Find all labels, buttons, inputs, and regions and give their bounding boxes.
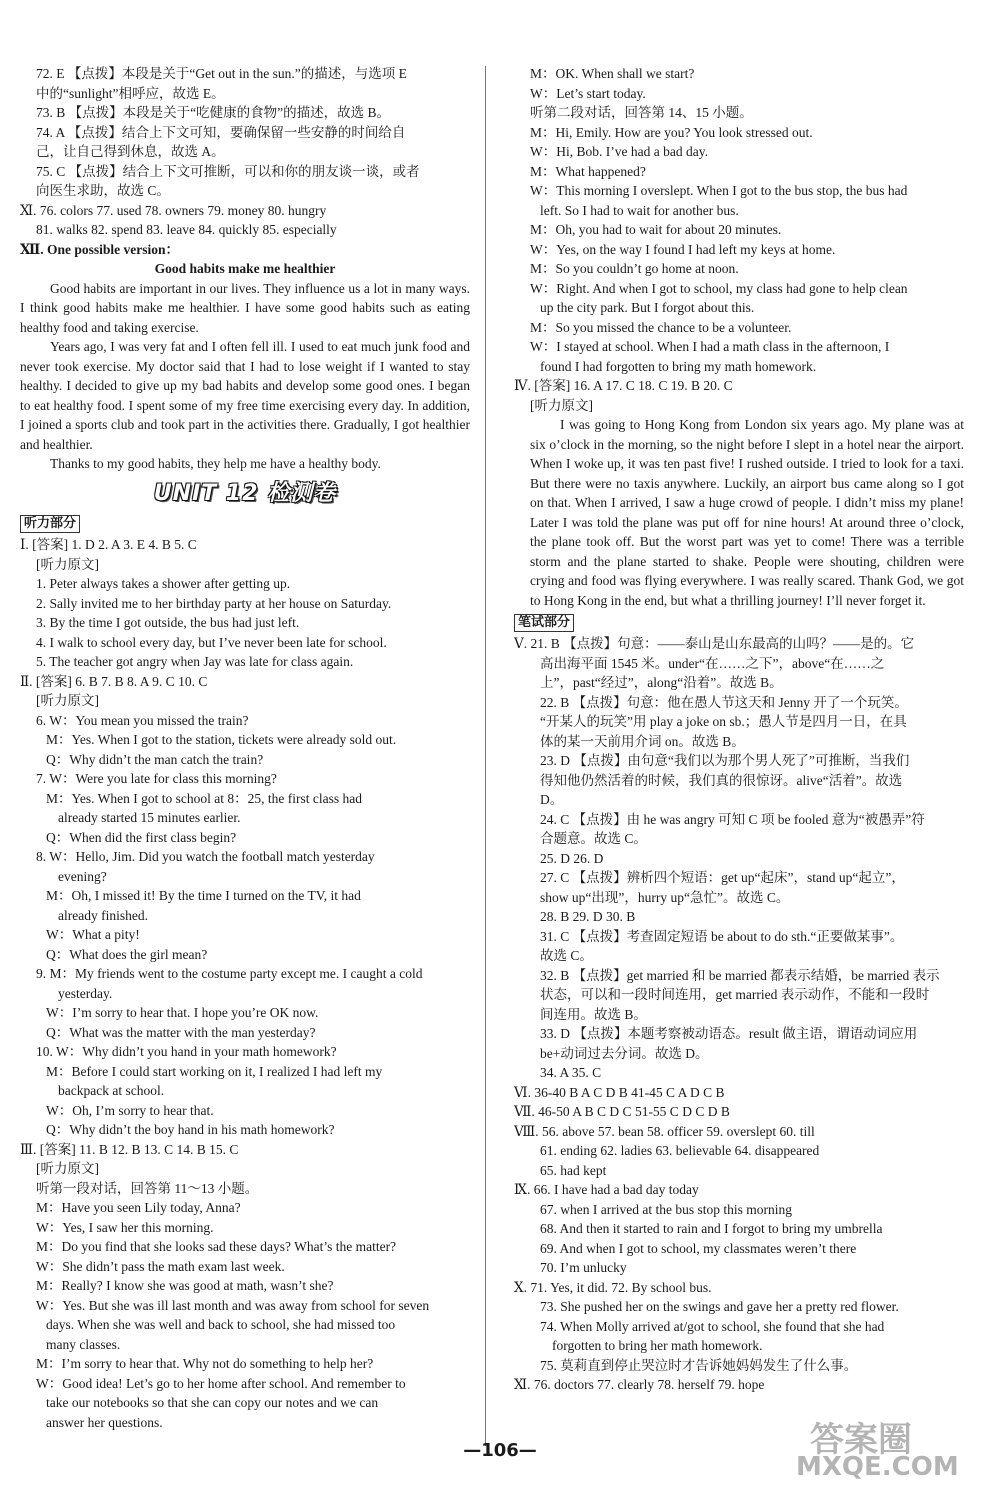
text-line: W：Yes. But she was ill last month and was away from school for seven <box>36 1297 430 1313</box>
text-line: 状态，可以和一段时间连用，get married 表示动作，不能和一段时 <box>540 987 930 1002</box>
text-line: 24. C 【点拨】由 he was angry 可知 C 项 be fooled 意为“被愚弄”符 <box>540 811 925 827</box>
text-line: yesterday. <box>58 985 113 1001</box>
text-line: M：What happened? <box>530 163 646 179</box>
text-line: [听力原文] <box>530 397 593 413</box>
text-line: Ⅺ. 76. doctors 77. clearly 78. herself 79. hope <box>514 1377 765 1392</box>
text-line: Ⅵ. 36-40 B A C D B 41-45 C A D C B <box>514 1084 725 1100</box>
text-line: many classes. <box>46 1336 121 1352</box>
text-line: W：Hi, Bob. I’ve had a bad day. <box>530 144 708 159</box>
text-line: 68. And then it started to rain and I forgot to bring my umbrella <box>540 1221 883 1236</box>
text-line: 2. Sally invited me to her birthday party at her house on Saturday. <box>36 595 392 611</box>
text-line: [听力原文] <box>36 556 99 572</box>
text-line: up the city park. But I forgot about this. <box>540 300 755 315</box>
text-line: 32. B 【点拨】get married 和 be married 都表示结婚，be married 表示 <box>540 967 940 983</box>
text-line: 听第二段对话，回答第 14、15 小题。 <box>530 105 753 120</box>
text-line: M：Do you find that she looks sad these days? What’s the matter? <box>36 1239 397 1254</box>
text-line: Q：Why didn’t the man catch the train? <box>46 751 264 767</box>
text-line: already started 15 minutes earlier. <box>58 810 241 825</box>
text-line: 8. W：Hello, Jim. Did you watch the football match yesterday <box>36 849 375 864</box>
text-line: Q：What was the matter with the man yesterday? <box>46 1024 316 1040</box>
column-divider <box>485 66 486 1446</box>
text-line: 6. W：You mean you missed the train? <box>36 712 249 728</box>
text-line: W：Good idea! Let’s go to her home after school. And remember to <box>36 1375 406 1391</box>
text-line: M：Hi, Emily. How are you? You look stressed out. <box>530 124 813 140</box>
text-line: M：Oh, I missed it! By the time I turned on the TV, it had <box>46 888 361 903</box>
text-line: M：Have you seen Lily today, Anna? <box>36 1200 241 1215</box>
section-tag: 听力部分 <box>20 515 80 533</box>
text-line: Ⅳ. [答案] 16. A 17. C 18. C 19. B 20. C <box>514 378 733 393</box>
left-column <box>20 64 470 1432</box>
text-line: 中的“sunlight”相呼应，故选 E。 <box>36 85 225 101</box>
text-line: Ⅺ. 76. colors 77. used 78. owners 79. money 80. hungry <box>20 202 327 218</box>
text-line: 73. She pushed her on the swings and gave her a pretty red flower. <box>540 1299 899 1314</box>
text-line: Ⅰ. [答案] 1. D 2. A 3. E 4. B 5. C <box>20 537 197 552</box>
text-line: backpack at school. <box>58 1083 165 1098</box>
text-line: Ⅸ. 66. I have had a bad day today <box>514 1182 699 1197</box>
text-line: 74. A 【点拨】结合上下文可知，要确保留一些安静的时间给自 <box>36 124 406 140</box>
text-line: M：So you missed the chance to be a volunteer. <box>530 319 792 335</box>
essay-paragraph: Years ago, I was very fat and I often fell ill. I used to eat much junk food and never took exercise. My doctor said that I had to lose weight if I wanted to stay healthy. I decided to give up my bad habits and develop some good ones. I began to eat healthy food. I spent some of my free time exercising every day. In addition, I joined a sports club and took part in the activities there. Gradually, I got healthier and healthier. <box>20 339 470 452</box>
text-line: W：What a pity! <box>46 927 140 942</box>
text-line: 75. 莫莉直到停止哭泣时才告诉她妈妈发生了什么事。 <box>540 1357 858 1373</box>
essay-title: Good habits make me healthier <box>154 261 336 276</box>
text-line: 合题意。故选 C。 <box>540 831 647 846</box>
text-line: Ⅱ. [答案] 6. B 7. B 8. A 9. C 10. C <box>20 673 208 689</box>
text-line: 67. when I arrived at the bus stop this morning <box>540 1201 792 1217</box>
text-line: W：Oh, I’m sorry to hear that. <box>46 1102 214 1118</box>
text-line: W：Yes, I saw her this morning. <box>36 1219 214 1235</box>
text-line: forgotten to bring her math homework. <box>552 1338 763 1353</box>
text-line: found I had forgotten to bring my math homework. <box>540 358 817 374</box>
text-line: Ⅶ. 46-50 A B C D C 51-55 C D C D B <box>514 1104 730 1119</box>
text-line: 故选 C。 <box>540 948 593 963</box>
text-line: 34. A 35. C <box>540 1065 602 1080</box>
text-line: Q：What does the girl mean? <box>46 946 208 962</box>
watermark-url: MXQE.COM <box>796 1452 959 1482</box>
text-line: 23. D 【点拨】由句意“我们以为那个男人死了”可推断，当我们 <box>540 753 910 768</box>
text-line: 73. B 【点拨】本段是关于“吃健康的食物”的描述，故选 B。 <box>36 105 390 120</box>
text-line: 间连用。故选 B。 <box>540 1006 647 1022</box>
text-line: W：I stayed at school. When I had a math class in the afternoon, I <box>530 339 890 354</box>
text-line: 75. C 【点拨】结合上下文可推断，可以和你的朋友谈一谈，或者 <box>36 163 420 179</box>
text-line: [听力原文] <box>36 693 99 708</box>
text-line: W：She didn’t pass the math exam last week. <box>36 1258 285 1274</box>
text-line: 27. C 【点拨】辨析四个短语：get up“起床”，stand up“起立”， <box>540 870 905 885</box>
text-line: Ⅻ. One possible version： <box>20 241 180 257</box>
text-line: Ⅹ. 71. Yes, it did. 72. By school bus. <box>514 1279 712 1295</box>
text-line: M：So you couldn’t go home at noon. <box>530 261 739 276</box>
text-line: 1. Peter always takes a shower after getting up. <box>36 576 291 591</box>
text-line: [听力原文] <box>36 1161 99 1176</box>
text-line: 4. I walk to school every day, but I’ve never been late for school. <box>36 634 387 650</box>
text-line: 听第一段对话，回答第 11～13 小题。 <box>36 1180 259 1196</box>
text-line: W：Right. And when I got to school, my class had gone to help clean <box>530 280 908 296</box>
text-line: 10. W：Why didn’t you hand in your math homework? <box>36 1044 337 1059</box>
text-line: 体的某一天前用介词 on。故选 B。 <box>540 733 745 749</box>
text-line: 高出海平面 1545 米。under“在……之下”，above“在……之 <box>540 655 885 671</box>
text-line: 22. B 【点拨】句意：他在愚人节这天和 Jenny 开了一个玩笑。 <box>540 694 908 710</box>
text-line: 70. I’m unlucky <box>540 1260 627 1275</box>
text-line: Q：Why didn’t the boy hand in his math homework? <box>46 1122 335 1137</box>
text-line: W：Let’s start today. <box>530 85 646 101</box>
section-tag-row <box>20 511 470 535</box>
watermark-text: 答案圈 <box>810 1420 912 1460</box>
text-line: M：I’m sorry to hear that. Why not do something to help her? <box>36 1356 374 1371</box>
text-line: 72. E 【点拨】本段是关于“Get out in the sun.”的描述，与选项 E <box>36 66 407 81</box>
text-line: M：OK. When shall we start? <box>530 66 695 81</box>
text-line: 28. B 29. D 30. B <box>540 909 636 924</box>
text-line: Ⅷ. 56. above 57. bean 58. officer 59. overslept 60. till <box>514 1123 815 1139</box>
text-line: already finished. <box>58 907 148 923</box>
text-line: M：Before I could start working on it, I realized I had left my <box>46 1063 383 1079</box>
text-line: 9. M：My friends went to the costume party except me. I caught a cold <box>36 966 423 981</box>
essay-paragraph: Thanks to my good habits, they help me have a healthy body. <box>50 456 381 471</box>
text-line: left. So I had to wait for another bus. <box>540 202 739 218</box>
text-line: days. When she was well and back to school, she had missed too <box>46 1317 396 1332</box>
text-line: M：Oh, you had to wait for about 20 minutes. <box>530 222 782 237</box>
text-line: 74. When Molly arrived at/got to school, she found that she had <box>540 1318 885 1334</box>
text-line: show up“出现”，hurry up“急忙”。故选 C。 <box>540 889 790 905</box>
right-column <box>514 64 964 1395</box>
text-line: 上”，past“经过”，along“沿着”。故选 B。 <box>540 675 783 690</box>
text-line: 3. By the time I got outside, the bus had just left. <box>36 615 300 630</box>
text-line: be+动词过去分词。故选 D。 <box>540 1045 709 1061</box>
watermark-logo <box>788 1412 988 1490</box>
text-line: 己，让自己得到休息，故选 A。 <box>36 144 225 159</box>
text-line: 25. D 26. D <box>540 850 604 866</box>
text-line: take our notebooks so that she can copy our notes and we can <box>46 1395 379 1410</box>
page-number: —106— <box>463 1440 537 1461</box>
text-line: Ⅲ. [答案] 11. B 12. B 13. C 14. B 15. C <box>20 1141 239 1157</box>
text-line: Q：When did the first class begin? <box>46 829 237 845</box>
text-line: 81. walks 82. spend 83. leave 84. quickly 85. especially <box>36 222 337 237</box>
text-line: 5. The teacher got angry when Jay was late for class again. <box>36 654 354 669</box>
section-tag-row <box>514 610 964 634</box>
text-line: “开某人的玩笑”用 play a joke on sb.；愚人节是四月一日，在具 <box>540 714 907 729</box>
essay-paragraph: Good habits are important in our lives. They influence us a lot in many ways. I think good habits make me healthier. I have some good habits such as eating healthy food and taking exercise. <box>20 280 470 335</box>
text-line: W：This morning I overslept. When I got to the bus stop, the bus had <box>530 183 908 198</box>
text-line: M：Yes. When I got to school at 8：25, the first class had <box>46 790 362 806</box>
text-line: answer her questions. <box>46 1414 163 1430</box>
text-line: 69. And when I got to school, my classmates weren’t there <box>540 1240 857 1256</box>
text-line: 33. D 【点拨】本题考察被动语态。result 做主语，谓语动词应用 <box>540 1026 918 1041</box>
text-line: M：Yes. When I got to the station, tickets were already sold out. <box>46 732 397 747</box>
text-line: 7. W：Were you late for class this morning? <box>36 771 277 786</box>
text-line: 65. had kept <box>540 1162 607 1178</box>
text-line: D。 <box>540 792 564 807</box>
text-line: Ⅴ. 21. B 【点拨】句意：——泰山是山东最高的山吗？——是的。它 <box>514 636 915 651</box>
text-line: 得知他仍然活着的时候，我们真的很惊讶。alive“活着”。故选 <box>540 772 903 788</box>
text-line: W：I’m sorry to hear that. I hope you’re OK now. <box>46 1005 319 1020</box>
text-line: 31. C 【点拨】考查固定短语 be about to do sth.“正要做某事”。 <box>540 928 904 944</box>
text-line: evening? <box>58 868 107 884</box>
text-line: M：Really? I know she was good at math, wasn’t she? <box>36 1278 334 1293</box>
listening-passage: I was going to Hong Kong from London six years ago. My plane was at six o’clock in the morning, so the night before I slept in a hotel near the airport. When I woke up, it was ten past five! I rushed outside. I tried to look for a taxi. But there were no taxis anywhere. Luckily, an airport bus came along so I got on that. When I arrived, I saw a huge crowd of people. I didn’t miss my plane! Later I was told the plane was put off for nine hours! At around three o’clock, the plane took off. But the worst part was yet to come! There was a terrible storm and the plane started to shake. People were shouting, children were crying and food was flying everywhere. I was really scared. Thank God, we got to Hong Kong in the end, but what a thrilling journey! I’ll never forget it. <box>530 417 964 608</box>
unit-title: UNIT 12 检测卷 <box>153 480 337 506</box>
section-tag: 笔试部分 <box>514 614 574 632</box>
text-line: 61. ending 62. ladies 63. believable 64. disappeared <box>540 1143 820 1158</box>
text-line: W：Yes, on the way I found I had left my keys at home. <box>530 241 836 257</box>
text-line: 向医生求助，故选 C。 <box>36 183 170 198</box>
